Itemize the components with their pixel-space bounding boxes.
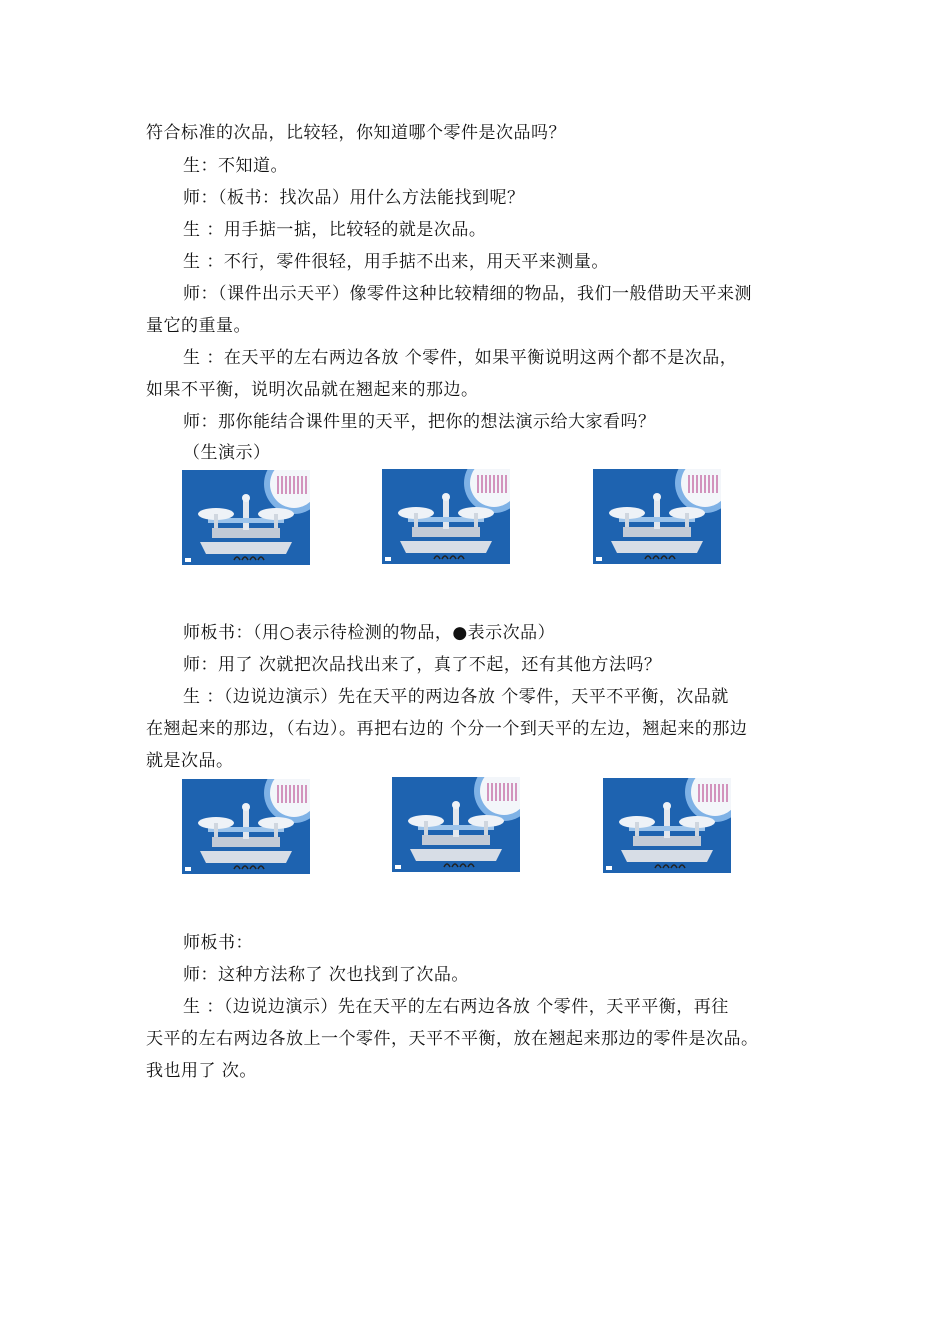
text-line: 师：（板书：找次品）用什么方法能找到呢？: [183, 188, 525, 208]
text-line: 师板书：: [183, 933, 253, 953]
text-line: 生 ：在天平的左右两边各放 个零件，如果平衡说明这两个都不是次品，: [183, 348, 738, 368]
balance-scale-icon: [593, 469, 721, 564]
text-line: 师：（课件出示天平）像零件这种比较精细的物品，我们一般借助天平来测: [183, 284, 752, 304]
text-line: 生 ：（边说边演示）先在天平的两边各放 个零件，天平不平衡，次品就: [183, 687, 729, 707]
text-line: 就是次品。: [146, 751, 234, 771]
text-line: 师板书：（用○表示待检测的物品，●表示次品）: [183, 623, 556, 643]
balance-scale-icon: [382, 469, 510, 564]
balance-scale-icon: [182, 779, 310, 874]
text-line: 如果不平衡，说明次品就在翘起来的那边。: [146, 380, 479, 400]
balance-scale-icon: [182, 470, 310, 565]
text-line: 师：用了 次就把次品找出来了，真了不起，还有其他方法吗？: [183, 655, 662, 675]
text-line: （生演示）: [183, 443, 271, 463]
text-line: 在翘起来的那边，（右边）。再把右边的 个分一个到天平的左边，翘起来的那边: [146, 719, 748, 739]
text-line: 量它的重量。: [146, 316, 251, 336]
text-line: 天平的左右两边各放上一个零件，天平不平衡，放在翘起来那边的零件是次品。: [146, 1029, 759, 1049]
text-line: 生 ：不行，零件很轻，用手掂不出来，用天平来测量。: [183, 252, 609, 272]
text-line: 符合标准的次品，比较轻，你知道哪个零件是次品吗？: [146, 123, 566, 143]
text-line: 生 ：用手掂一掂，比较轻的就是次品。: [183, 220, 487, 240]
balance-scale-icon: [603, 778, 731, 873]
text-line: 生 ：（边说边演示）先在天平的左右两边各放 个零件，天平平衡，再往: [183, 997, 729, 1017]
balance-scale-icon: [392, 777, 520, 872]
text-line: 生：不知道。: [183, 156, 288, 176]
text-line: 我也用了 次。: [146, 1061, 257, 1081]
text-line: 师：这种方法称了 次也找到了次品。: [183, 965, 469, 985]
text-line: 师：那你能结合课件里的天平，把你的想法演示给大家看吗？: [183, 412, 656, 432]
